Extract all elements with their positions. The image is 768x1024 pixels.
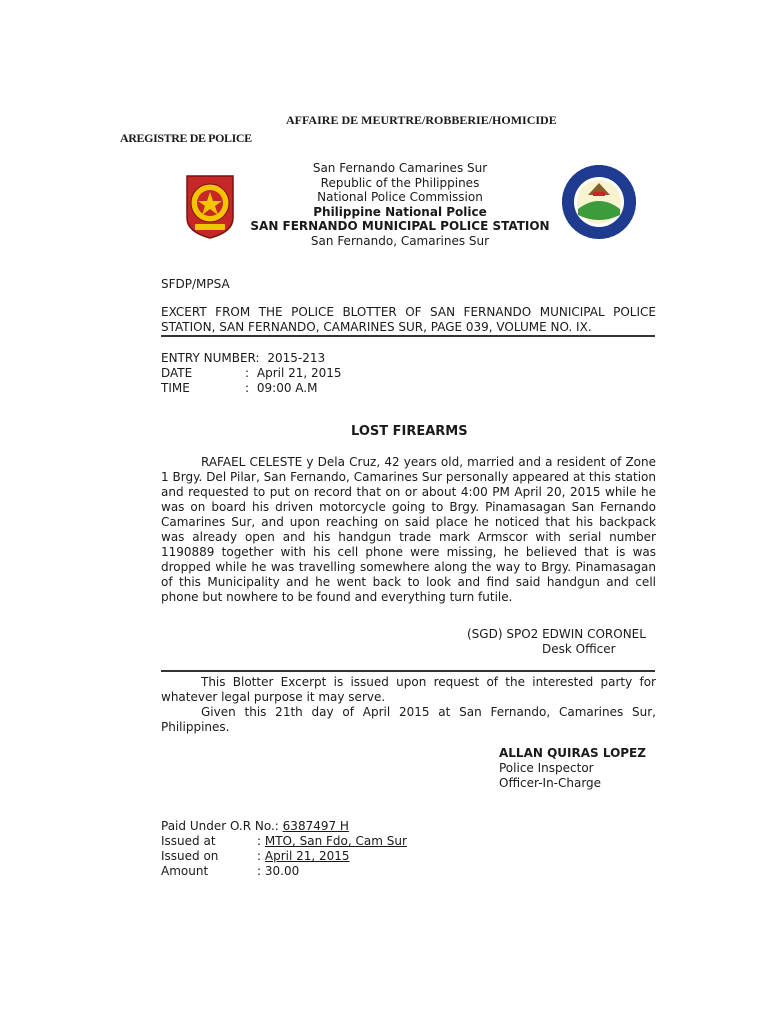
issued-on-colon: :: [257, 849, 262, 863]
document-title: AFFAIRE DE MEURTRE/ROBBERIE/HOMICIDE: [286, 113, 557, 127]
officer-name: ALLAN QUIRAS LOPEZ: [499, 746, 646, 760]
excerpt-statement: EXCERT FROM THE POLICE BLOTTER OF SAN FERNANDO MUNICIPAL POLICE STATION, SAN FERNANDO, CAMARINES SUR, PAGE 039, VOLUME NO. IX.: [161, 305, 656, 334]
divider-bottom: [161, 670, 655, 672]
given-paragraph: Given this 21th day of April 2015 at San Fernando, Camarines Sur, Philippines.: [161, 705, 656, 734]
issued-at-label: Issued at: [161, 834, 216, 848]
section-title: LOST FIREARMS: [351, 424, 468, 439]
header-line-4: Philippine National Police: [313, 204, 487, 219]
header-line-3: National Police Commission: [317, 190, 483, 204]
desk-officer-title: Desk Officer: [542, 642, 616, 656]
header-line-2: Republic of the Philippines: [320, 175, 480, 190]
header-line-1: San Fernando Camarines Sur: [312, 161, 488, 175]
entry-time-row: [161, 381, 317, 396]
entry-date-row: [161, 366, 342, 381]
payment-or-row: [161, 819, 349, 834]
issued-at-colon: :: [257, 834, 262, 848]
entry-number-label: ENTRY NUMBER:: [161, 351, 260, 365]
issued-on-row: [161, 849, 350, 864]
amount-colon: :: [257, 864, 262, 878]
divider-top: [161, 335, 655, 337]
entry-date-label: DATE: [161, 366, 193, 380]
issued-at-row: [161, 834, 407, 849]
registry-label: AREGISTRE DE POLICE: [120, 131, 252, 145]
header-line-6: San Fernando, Camarines Sur: [310, 233, 490, 248]
amount-label: Amount: [161, 864, 209, 878]
amount-row: [161, 864, 299, 879]
issued-on-label: Issued on: [161, 849, 219, 863]
reference-code: SFDP/MPSA: [161, 277, 230, 291]
municipal-police-seal-icon: [560, 163, 638, 241]
payment-or-value: 6387497 H: [282, 819, 349, 833]
letterhead: [200, 161, 600, 248]
payment-or-label: Paid Under O.R No.:: [161, 819, 279, 833]
entry-time-colon: :: [245, 381, 250, 395]
entry-number-row: [161, 351, 325, 366]
amount-value: 30.00: [264, 864, 300, 878]
entry-date-value: April 21, 2015: [256, 366, 342, 380]
entry-number-value: 2015-213: [267, 351, 326, 365]
issuance-paragraph: This Blotter Excerpt is issued upon request of the interested party for whatever legal purpose it may serve.: [161, 675, 656, 704]
entry-time-label: TIME: [161, 381, 190, 395]
officer-rank: Police Inspector: [499, 761, 594, 775]
issued-on-value: April 21, 2015: [264, 849, 350, 863]
entry-date-colon: :: [245, 366, 250, 380]
header-line-5: SAN FERNANDO MUNICIPAL POLICE STATION: [250, 219, 550, 233]
issued-at-value: MTO, San Fdo, Cam Sur: [264, 834, 407, 848]
incident-narrative: RAFAEL CELESTE y Dela Cruz, 42 years old, married and a resident of Zone 1 Brgy. Del Pilar, San Fernando, Camarines Sur personally appeared at this station and requested to put on record that on or about 4:00 PM April 20, 2015 while he was on board his driven motorcycle going to Brgy. Pinamasagan San Fernando Camarines Sur, and upon reaching on said place he noticed that his backpack was already open and his handgun trade mark Armscor with serial number 1190889 together with his cell phone were missing, he believed that is was dropped while he was travelling somewhere along the way to Brgy. Pinamasagan of this Municipality and he went back to look and find said handgun and cell phone but nowhere to be found and everything turn futile.: [161, 455, 656, 604]
desk-officer-name: (SGD) SPO2 EDWIN CORONEL: [467, 627, 646, 641]
entry-time-value: 09:00 A.M: [256, 381, 318, 395]
officer-position: Officer-In-Charge: [499, 776, 602, 790]
